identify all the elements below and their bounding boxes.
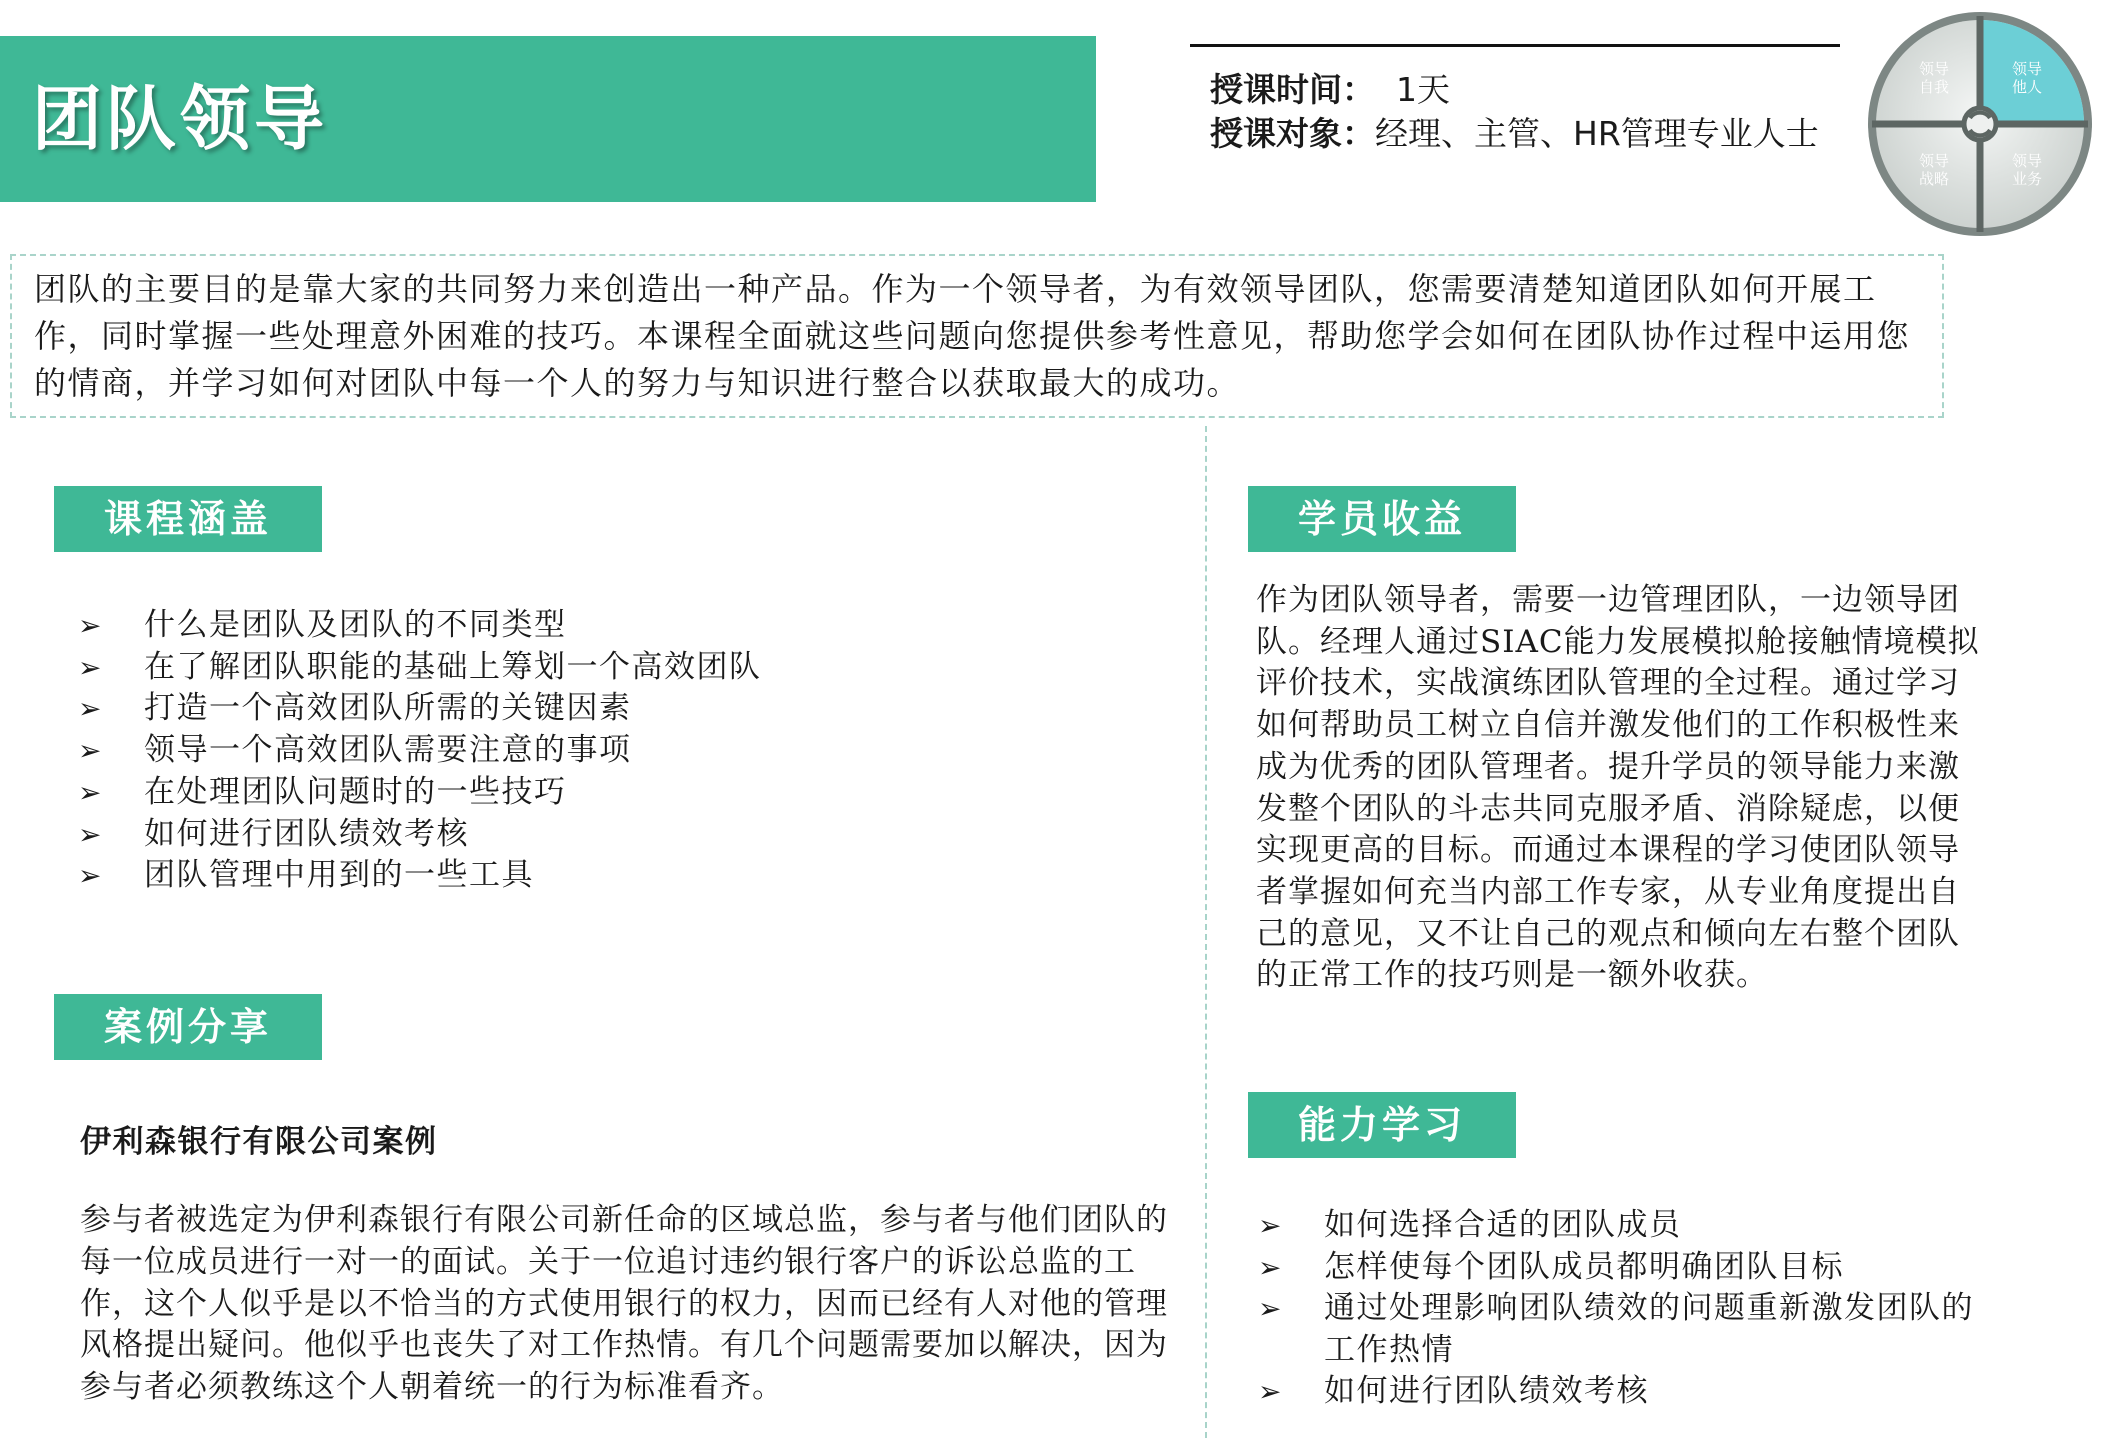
list-item: ➢ 如何选择合适的团队成员 (1258, 1205, 1978, 1247)
coverage-heading: 课程涵盖 (54, 486, 322, 552)
arrow-bullet-icon: ➢ (1258, 1375, 1283, 1408)
column-divider (1205, 426, 1207, 1438)
wheel-label-self-1: 领导 (1918, 60, 1950, 78)
list-item: ➢ 团队管理中用到的一些工具 (78, 855, 1158, 897)
case-heading: 案例分享 (54, 994, 322, 1060)
arrow-bullet-icon: ➢ (78, 817, 103, 851)
wheel-label-business-1: 领导 (2011, 152, 2043, 170)
list-item: ➢ 领导一个高效团队需要注意的事项 (78, 730, 1158, 772)
list-item: ➢ 如何进行团队绩效考核 (78, 814, 1158, 856)
page-title: 团队领导 (32, 78, 328, 160)
list-item: ➢ 在处理团队问题时的一些技巧 (78, 772, 1158, 814)
intro-text: 团队的主要目的是靠大家的共同努力来创造出一种产品。作为一个领导者，为有效领导团队，您需要清楚知道团队如何开展工作，同时掌握一些处理意外困难的技巧。本课程全面就这些问题向您提供参考性意见，帮助您学会如何在团队协作过程中运用您的情商，并学习如何对团队中每一个人的努力与知识进行整合以获取最大的成功。 (34, 270, 1911, 402)
wheel-label-strategy-1: 领导 (1918, 152, 1950, 170)
ability-heading: 能力学习 (1248, 1092, 1516, 1158)
wheel-label-business-2: 业务 (2011, 170, 2043, 188)
duration-row (1210, 68, 1850, 112)
coverage-list (78, 605, 1158, 897)
arrow-bullet-icon: ➢ (1258, 1209, 1283, 1242)
list-item: ➢ 在了解团队职能的基础上筹划一个高效团队 (78, 647, 1158, 689)
arrow-bullet-icon: ➢ (78, 609, 103, 642)
audience-value: 经理、主管、HR管理专业人士 (1375, 114, 1819, 153)
case-title: 伊利森银行有限公司案例 (80, 1124, 438, 1160)
wheel-label-self-2: 自我 (1918, 78, 1950, 96)
list-item: ➢ 如何进行团队绩效考核 (1258, 1371, 1978, 1413)
arrow-bullet-icon: ➢ (78, 692, 103, 726)
arrow-bullet-icon: ➢ (78, 775, 103, 809)
duration-label: 授课时间： (1210, 70, 1375, 109)
audience-row (1210, 112, 1850, 156)
wheel-label-strategy-2: 战略 (1918, 170, 1950, 188)
leadership-wheel-icon (1862, 6, 2108, 242)
benefit-heading: 学员收益 (1248, 486, 1516, 552)
list-item: ➢ 打造一个高效团队所需的关键因素 (78, 688, 1158, 730)
benefit-text: 作为团队领导者，需要一边管理团队，一边领导团队。经理人通过SIAC能力发展模拟舱接触情境模拟评价技术，实战演练团队管理的全过程。通过学习如何帮助员工树立自信并激发他们的工作积极性来成为优秀的团队管理者。提升学员的领导能力来激发整个团队的斗志共同克服矛盾、消除疑虑，以便实现更高的目标。而通过本课程的学习使团队领导者掌握如何充当内部工作专家，从专业角度提出自己的意见，又不让自己的观点和倾向左右整个团队的正常工作的技巧则是一额外收获。 (1256, 582, 1980, 994)
list-item: ➢ 通过处理影响团队绩效的问题重新激发团队的工作热情 (1258, 1290, 1974, 1368)
arrow-bullet-icon: ➢ (78, 734, 103, 768)
wheel-label-others-1: 领导 (2011, 60, 2043, 78)
arrow-bullet-icon: ➢ (1258, 1292, 1283, 1325)
ability-list (1258, 1205, 1978, 1413)
wheel-label-others-2: 他人 (2011, 78, 2043, 96)
arrow-bullet-icon: ➢ (78, 650, 103, 684)
arrow-bullet-icon: ➢ (78, 859, 103, 893)
arrow-bullet-icon: ➢ (1258, 1250, 1283, 1284)
duration-value: 1天 (1395, 70, 1450, 109)
list-item: ➢ 怎样使每个团队成员都明确团队目标 (1258, 1247, 1978, 1289)
list-item: ➢ 什么是团队及团队的不同类型 (78, 605, 1158, 647)
audience-label: 授课对象： (1210, 114, 1375, 153)
meta-rule (1190, 44, 1840, 47)
case-text: 参与者被选定为伊利森银行有限公司新任命的区域总监，参与者与他们团队的每一位成员进行一对一的面试。关于一位追讨违约银行客户的诉讼总监的工作，这个人似乎是以不恰当的方式使用银行的权力，因而已经有人对他的管理风格提出疑问。他似乎也丧失了对工作热情。有几个问题需要加以解决，因为参与者必须教练这个人朝着统一的行为标准看齐。 (80, 1202, 1168, 1406)
course-meta (1210, 68, 1850, 156)
